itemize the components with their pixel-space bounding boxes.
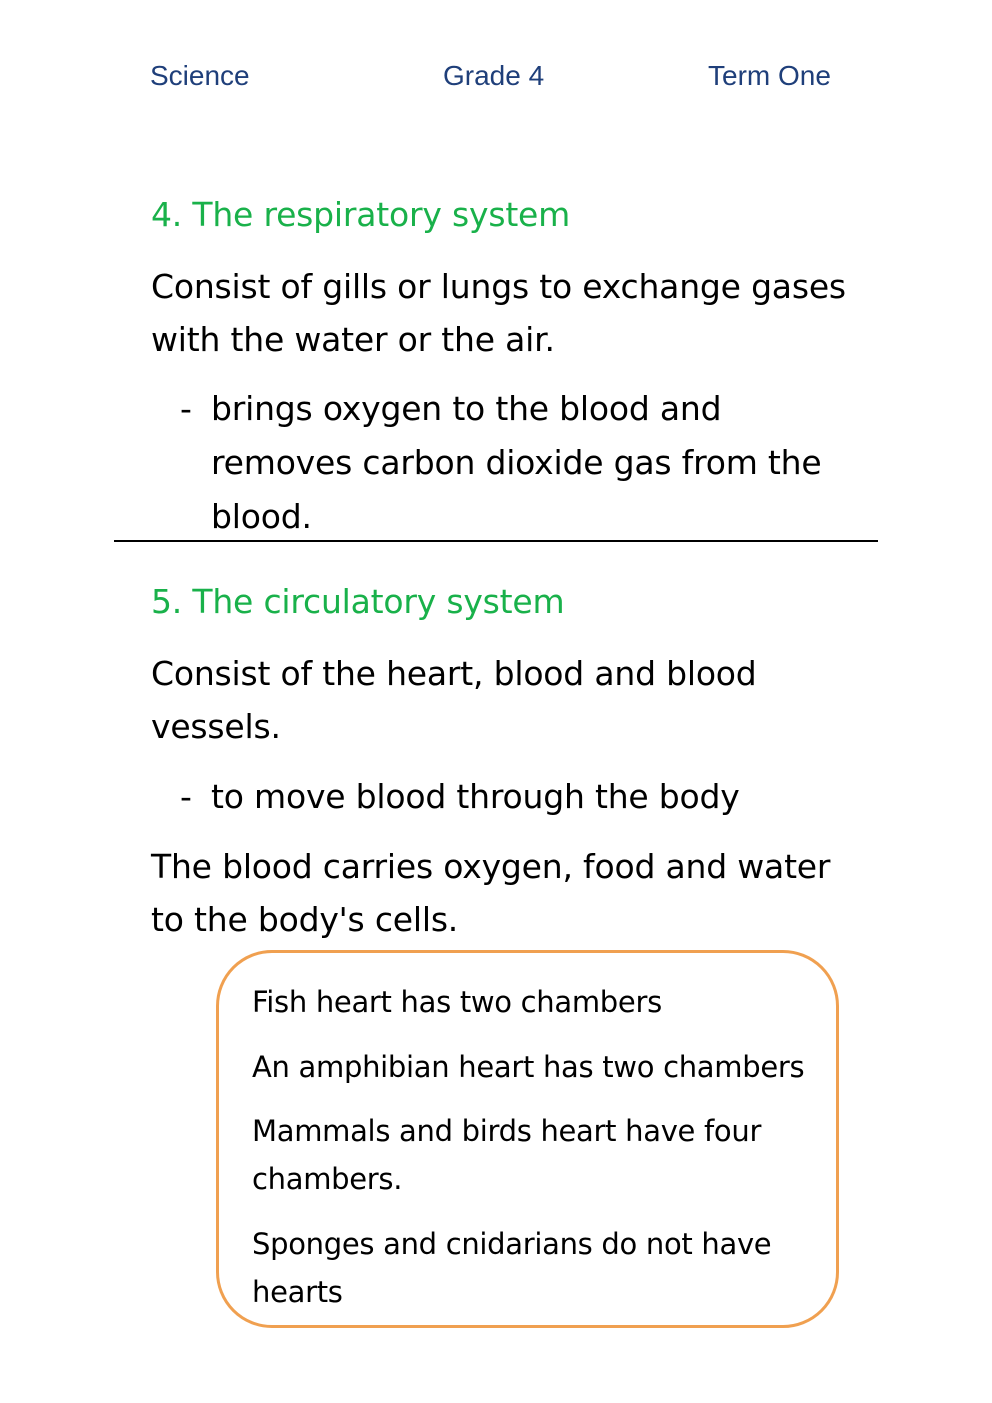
section-title-respiratory: 4. The respiratory system [151, 195, 571, 234]
section-title-circulatory: 5. The circulatory system [151, 582, 565, 621]
callout-item: Fish heart has two chambers [252, 985, 662, 1019]
section-divider [114, 540, 878, 542]
callout-item: Sponges and cnidarians do not have hearts [252, 1227, 772, 1309]
header-term: Term One [708, 60, 831, 91]
header-subject: Science [150, 60, 250, 91]
bullet-item-respiratory [180, 382, 870, 544]
bullet-text: brings oxygen to the blood and removes carbon dioxide gas from the blood. [211, 389, 822, 536]
section-description-respiratory: Consist of gills or lungs to exchange gases with the water or the air. [151, 267, 846, 359]
callout-item: An amphibian heart has two chambers [252, 1050, 805, 1084]
bullet-text: to move blood through the body [211, 777, 740, 816]
section-description-circulatory: Consist of the heart, blood and blood vessels. [151, 654, 757, 746]
page-header [0, 60, 992, 100]
bullet-item-circulatory [180, 770, 870, 824]
header-grade: Grade 4 [443, 60, 545, 91]
callout-item: Mammals and birds heart have four chambers. [252, 1114, 762, 1196]
bullet-dash: - [180, 389, 192, 428]
section-note-circulatory: The blood carries oxygen, food and water to the body's cells. [151, 847, 831, 939]
heart-facts-callout [216, 950, 839, 1328]
bullet-dash: - [180, 777, 192, 816]
